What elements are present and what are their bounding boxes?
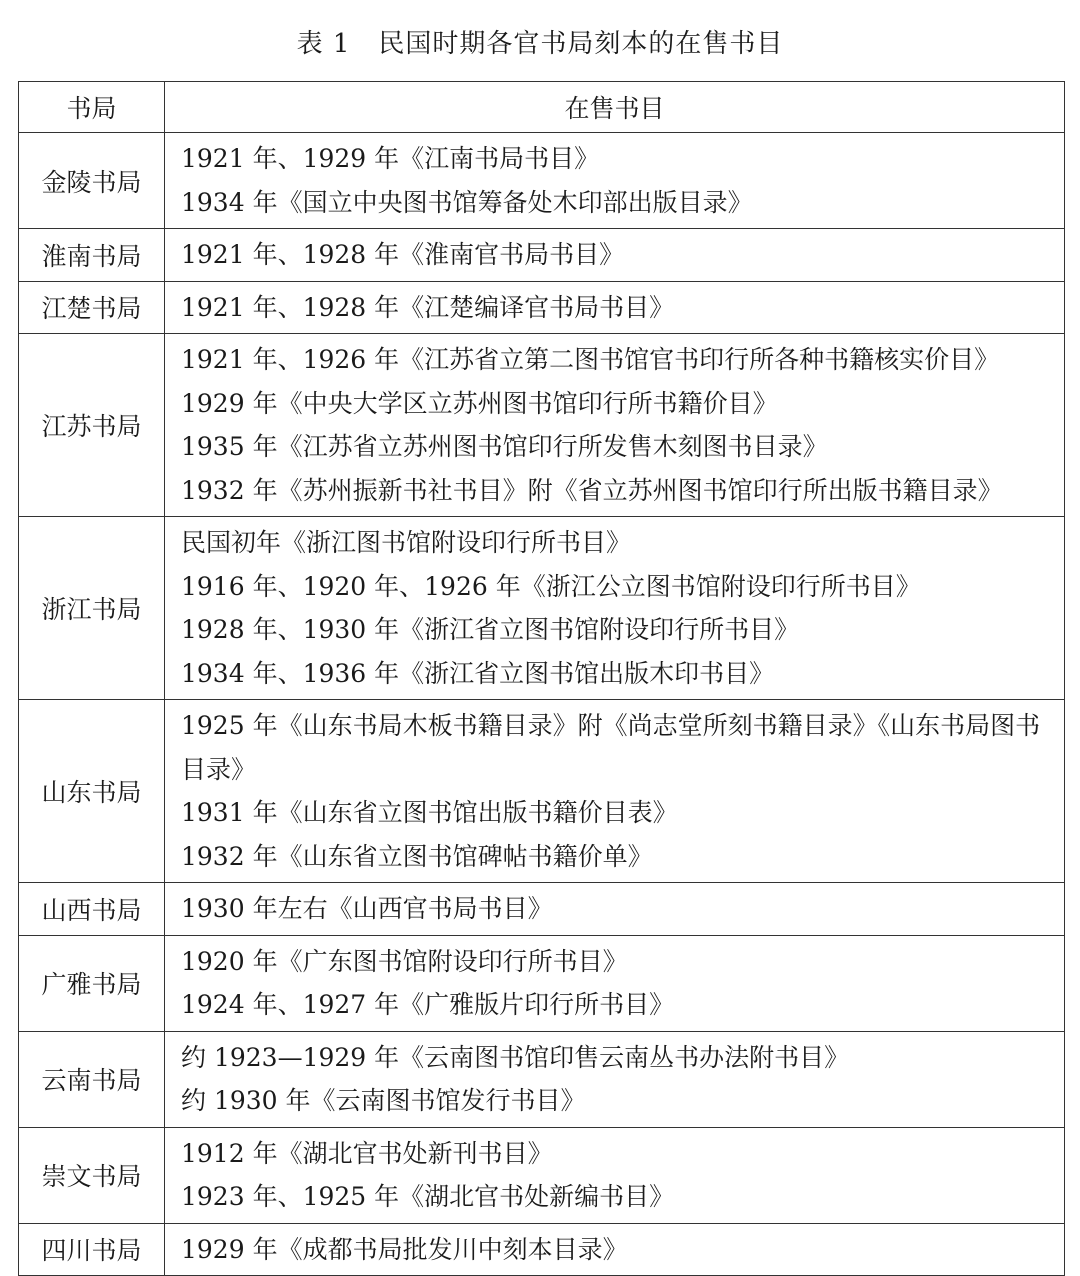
catalog-cell <box>165 935 1065 1031</box>
catalog-entry: 1934 年《国立中央图书馆筹备处木印部出版目录》 <box>181 187 753 217</box>
table-row <box>19 1223 1065 1276</box>
catalog-cell <box>165 229 1065 282</box>
catalog-cell <box>165 1031 1065 1127</box>
catalog-table <box>18 81 1065 1276</box>
bureau-cell: 崇文书局 <box>19 1127 165 1223</box>
bureau-cell: 山东书局 <box>19 700 165 883</box>
catalog-entry: 1921 年、1928 年《江楚编译官书局书目》 <box>181 292 675 322</box>
catalog-entry: 1921 年、1929 年《江南书局书目》 <box>181 144 600 173</box>
table-row <box>19 883 1065 936</box>
table-header-row <box>19 82 1065 133</box>
catalog-entry: 1929 年《中央大学区立苏州图书馆印行所书籍价目》 <box>181 388 778 418</box>
catalog-entry: 1928 年、1930 年《浙江省立图书馆附设印行所书目》 <box>181 615 800 644</box>
table-row <box>19 133 1065 229</box>
bureau-cell: 山西书局 <box>19 883 165 936</box>
catalog-entry: 1920 年《广东图书馆附设印行所书目》 <box>181 946 628 976</box>
catalog-entry: 1929 年《成都书局批发川中刻本目录》 <box>181 1234 628 1264</box>
table-row <box>19 281 1065 334</box>
catalog-cell <box>165 334 1065 517</box>
bureau-cell: 云南书局 <box>19 1031 165 1127</box>
table-row <box>19 700 1065 883</box>
catalog-entry: 1931 年《山东省立图书馆出版书籍价目表》 <box>181 798 678 827</box>
catalog-entry: 1923 年、1925 年《湖北官书处新编书目》 <box>181 1182 675 1211</box>
catalog-cell <box>165 883 1065 936</box>
table-caption <box>0 22 1080 66</box>
catalog-entry: 民国初年《浙江图书馆附设印行所书目》 <box>181 528 632 557</box>
bureau-cell: 广雅书局 <box>19 935 165 1031</box>
catalog-cell <box>165 700 1065 883</box>
table-row <box>19 229 1065 282</box>
table-title: 民国时期各官书局刻本的在售书目 <box>378 29 784 59</box>
catalog-entry: 1916 年、1920 年、1926 年《浙江公立图书馆附设印行所书目》 <box>181 571 921 601</box>
bureau-cell: 浙江书局 <box>19 517 165 700</box>
catalog-entry: 1921 年、1926 年《江苏省立第二图书馆官书印行所各种书籍核实价目》 <box>181 345 1000 374</box>
table-row <box>19 935 1065 1031</box>
catalog-entry: 1934 年、1936 年《浙江省立图书馆出版木印书目》 <box>181 658 775 688</box>
table-row <box>19 517 1065 700</box>
header-catalogs: 在售书目 <box>165 82 1065 133</box>
catalog-cell <box>165 1223 1065 1276</box>
bureau-cell: 金陵书局 <box>19 133 165 229</box>
catalog-entry: 约 1930 年《云南图书馆发行书目》 <box>181 1086 586 1115</box>
header-bureau: 书局 <box>19 82 165 133</box>
catalog-cell <box>165 1127 1065 1223</box>
table-row <box>19 1031 1065 1127</box>
catalog-entry: 1912 年《湖北官书处新刊书目》 <box>181 1138 553 1168</box>
table-number: 表 1 <box>296 29 351 59</box>
bureau-cell: 四川书局 <box>19 1223 165 1276</box>
catalog-entry: 1935 年《江苏省立苏州图书馆印行所发售木刻图书目录》 <box>181 432 828 461</box>
table-row <box>19 334 1065 517</box>
bureau-cell: 江楚书局 <box>19 281 165 334</box>
bureau-cell: 江苏书局 <box>19 334 165 517</box>
table-row <box>19 1127 1065 1223</box>
catalog-cell <box>165 133 1065 229</box>
catalog-entry: 约 1923—1929 年《云南图书馆印售云南丛书办法附书目》 <box>181 1042 850 1072</box>
catalog-entry: 1932 年《山东省立图书馆碑帖书籍价单》 <box>181 841 653 871</box>
catalog-cell <box>165 517 1065 700</box>
catalog-entry: 1932 年《苏州振新书社书目》附《省立苏州图书馆印行所出版书籍目录》 <box>181 475 1003 505</box>
bureau-cell: 淮南书局 <box>19 229 165 282</box>
catalog-entry: 1921 年、1928 年《淮南官书局书目》 <box>181 240 625 269</box>
catalog-entry: 1924 年、1927 年《广雅版片印行所书目》 <box>181 990 675 1019</box>
catalog-entry: 1925 年《山东书局木板书籍目录》附《尚志堂所刻书籍目录》《山东书局图书目录》 <box>181 711 1041 784</box>
catalog-cell <box>165 281 1065 334</box>
catalog-entry: 1930 年左右《山西官书局书目》 <box>181 894 553 923</box>
